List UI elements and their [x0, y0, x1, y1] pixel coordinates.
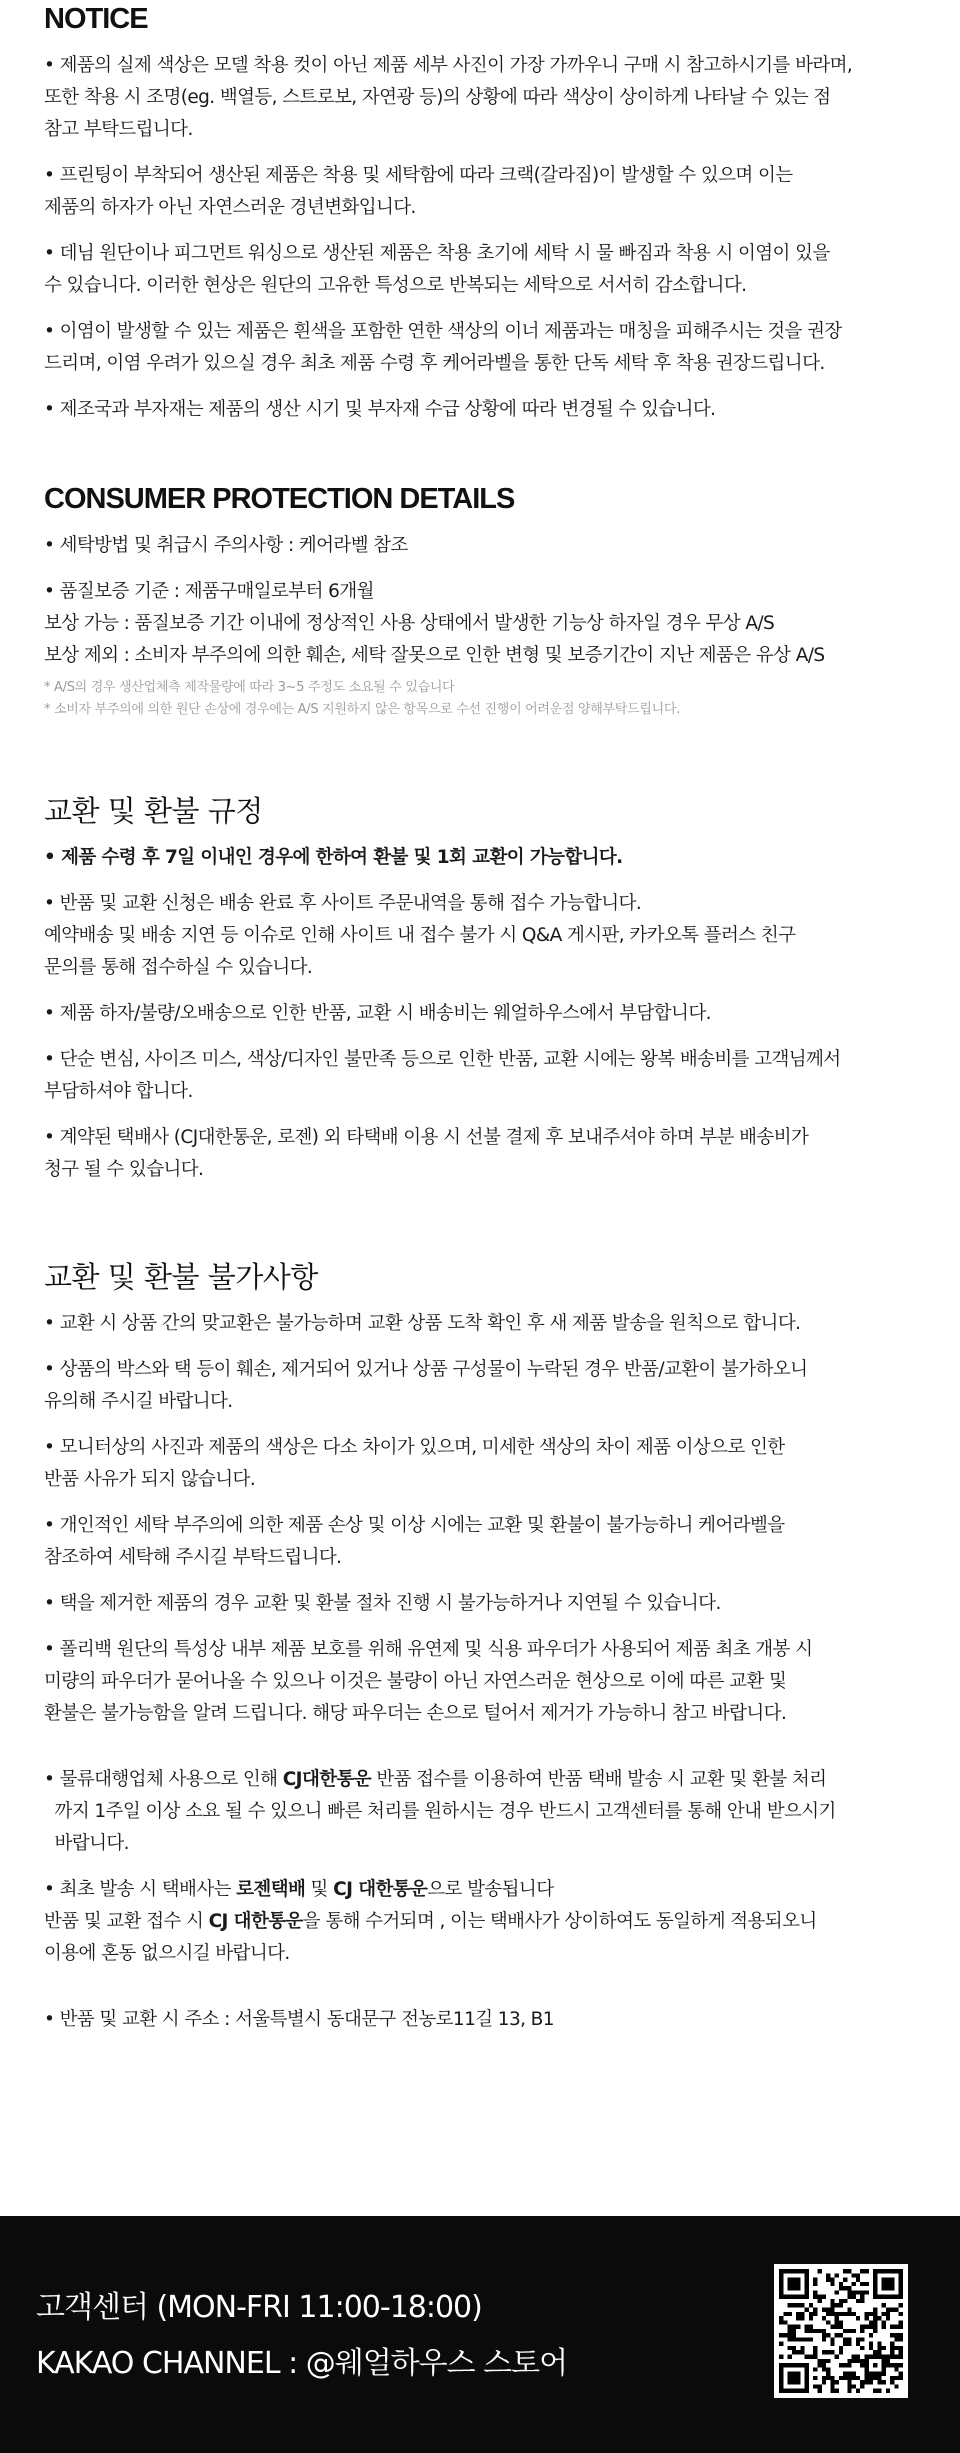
non-refundable-item: [44, 1510, 924, 1574]
qr-code-graphic: [779, 2269, 903, 2393]
non-refundable-list: [44, 1308, 924, 1730]
logistics-line-2: 까지 1주일 이상 소요 될 수 있으니 빠른 처리를 원하시는 경우 반드시 고객센터를 통해 안내 받으시기: [44, 1801, 836, 1822]
return-address-item: [44, 2004, 924, 2036]
non-refundable-item-line: • 교환 시 상품 간의 맞교환은 불가능하며 교환 상품 도착 확인 후 새 제품 발송을 원칙으로 합니다.: [44, 1313, 801, 1334]
non-refundable-item: [44, 1354, 924, 1418]
courier-name-logen: 로젠택배: [236, 1879, 306, 1900]
refund-lead-item: [44, 842, 924, 874]
courier-line2-cj: CJ 대한통운: [208, 1911, 303, 1932]
kakao-channel-link[interactable]: KAKAO CHANNEL : @웨얼하우스 스토어: [36, 2346, 568, 2381]
notice-item-line: • 이염이 발생할 수 있는 제품은 흰색을 포함한 연한 색상의 이너 제품과는 매칭을 피해주시는 것을 권장: [44, 321, 842, 342]
courier-text-post: 으로 발송됩니다: [427, 1879, 554, 1900]
footer: [0, 2216, 960, 2453]
notice-item-line: • 제조국과 부자재는 제품의 생산 시기 및 부자재 수급 상황에 따라 변경될 수 있습니다.: [44, 399, 716, 420]
consumer-protection-item: [44, 576, 924, 672]
consumer-protection-item-line: 보상 가능 : 품질보증 기간 이내에 정상적인 사용 상태에서 발생한 기능상 하자일 경우 무상 A/S: [44, 613, 775, 634]
refund-policy-item-line: 청구 될 수 있습니다.: [44, 1159, 204, 1180]
consumer-protection-heading: CONSUMER PROTECTION DETAILS: [44, 483, 515, 515]
refund-policy-item-line: 문의를 통해 접수하실 수 있습니다.: [44, 957, 313, 978]
notice-item-line: 드리며, 이염 우려가 있으실 경우 최초 제품 수령 후 케어라벨을 통한 단독 세탁 후 착용 권장드립니다.: [44, 353, 825, 374]
courier-line-1: [44, 1874, 924, 1906]
courier-line2-post: 을 통해 수거되며 , 이는 택배사가 상이하여도 동일하게 적용되오니: [302, 1911, 817, 1932]
as-note-2: * 소비자 부주의에 의한 원단 손상에 경우에는 A/S 지원하지 않은 항목으로 수선 진행이 어려운점 양해부탁드립니다.: [44, 702, 680, 717]
logistics-text-pre: • 물류대행업체 사용으로 인해: [44, 1769, 283, 1790]
refund-policy-item: [44, 998, 924, 1030]
courier-line2-pre: 반품 및 교환 접수 시: [44, 1911, 209, 1932]
non-refundable-item: [44, 1634, 924, 1730]
non-refundable-item-line: 반품 사유가 되지 않습니다.: [44, 1469, 256, 1490]
consumer-protection-item-line: 보상 제외 : 소비자 부주의에 의한 훼손, 세탁 잘못으로 인한 변형 및 보증기간이 지난 제품은 유상 A/S: [44, 645, 825, 666]
refund-policy-item-line: 부담하셔야 합니다.: [44, 1081, 193, 1102]
notice-item: [44, 238, 924, 302]
consumer-protection-item: [44, 530, 924, 562]
courier-line-3: 이용에 혼동 없으시길 바랍니다.: [44, 1943, 290, 1964]
non-refundable-item-line: 미량의 파우더가 묻어나올 수 있으나 이것은 불량이 아닌 자연스러운 현상으로 이에 따른 교환 및: [44, 1671, 787, 1692]
notice-item-line: • 프린팅이 부착되어 생산된 제품은 착용 및 세탁함에 따라 크랙(갈라짐)이 발생할 수 있으며 이는: [44, 165, 793, 186]
logistics-line-1: [44, 1764, 924, 1796]
non-refundable-item-line: • 모니터상의 사진과 제품의 색상은 다소 차이가 있으며, 미세한 색상의 차이 제품 이상으로 인한: [44, 1437, 785, 1458]
non-refundable-item-line: 참조하여 세탁해 주시길 부탁드립니다.: [44, 1547, 342, 1568]
consumer-protection-item-line: • 세탁방법 및 취급시 주의사항 : 케어라벨 참조: [44, 535, 408, 556]
logistics-text-post: 반품 접수를 이용하여 반품 택배 발송 시 교환 및 환불 처리: [371, 1769, 827, 1790]
customer-center-hours: 고객센터 (MON-FRI 11:00-18:00): [36, 2290, 482, 2325]
non-refundable-item-line: • 상품의 박스와 택 등이 훼손, 제거되어 있거나 상품 구성물이 누락된 경우 반품/교환이 불가하오니: [44, 1359, 808, 1380]
non-refundable-item-line: 유의해 주시길 바랍니다.: [44, 1391, 233, 1412]
notice-item: [44, 160, 924, 224]
refund-policy-item: [44, 888, 924, 984]
logistics-line-3: 바랍니다.: [44, 1833, 129, 1854]
refund-policy-item-line: • 반품 및 교환 신청은 배송 완료 후 사이트 주문내역을 통해 접수 가능합니다.: [44, 893, 642, 914]
non-refundable-item-line: • 택을 제거한 제품의 경우 교환 및 환불 절차 진행 시 불가능하거나 지연될 수 있습니다.: [44, 1593, 721, 1614]
notice-item-line: 또한 착용 시 조명(eg. 백열등, 스트로보, 자연광 등)의 상황에 따라 색상이 상이하게 나타날 수 있는 점: [44, 87, 831, 108]
refund-policy-item-line: • 계약된 택배사 (CJ대한통운, 로젠) 외 타택배 이용 시 선불 결제 후 보내주셔야 하며 부분 배송비가: [44, 1127, 809, 1148]
courier-text-mid: 및: [305, 1879, 334, 1900]
non-refundable-item: [44, 1308, 924, 1340]
courier-text-pre: • 최초 발송 시 택배사는: [44, 1879, 237, 1900]
as-note-1: * A/S의 경우 생산업체측 제작물량에 따라 3~5 주정도 소요될 수 있습니다: [44, 680, 455, 695]
consumer-protection-section: [44, 480, 924, 719]
logistics-notice-item: [44, 1764, 924, 1860]
courier-notice-item: [44, 1874, 924, 1970]
notice-list: [44, 50, 924, 426]
consumer-protection-item-line: • 품질보증 기준 : 제품구매일로부터 6개월: [44, 581, 374, 602]
notice-item: [44, 394, 924, 426]
notice-item-line: • 제품의 실제 색상은 모델 착용 컷이 아닌 제품 세부 사진이 가장 가까우니 구매 시 참고하시기를 바라며,: [44, 55, 853, 76]
refund-policy-list: [44, 888, 924, 1186]
non-refundable-item: [44, 1588, 924, 1620]
notice-item-line: 제품의 하자가 아닌 자연스러운 경년변화입니다.: [44, 197, 416, 218]
notice-item: [44, 50, 924, 146]
refund-policy-item-line: • 단순 변심, 사이즈 미스, 색상/디자인 불만족 등으로 인한 반품, 교환 시에는 왕복 배송비를 고객님께서: [44, 1049, 841, 1070]
non-refundable-item-line: 환불은 불가능함을 알려 드립니다. 해당 파우더는 손으로 털어서 제거가 가능하니 참고 바랍니다.: [44, 1703, 787, 1724]
non-refundable-section: [44, 1258, 924, 2050]
non-refundable-item: [44, 1432, 924, 1496]
non-refundable-item-line: • 개인적인 세탁 부주의에 의한 제품 손상 및 이상 시에는 교환 및 환불이 불가능하니 케어라벨을: [44, 1515, 785, 1536]
logistics-courier-name: CJ대한통운: [282, 1769, 372, 1790]
notice-item-line: • 데님 원단이나 피그먼트 워싱으로 생산된 제품은 착용 초기에 세탁 시 물 빠짐과 착용 시 이염이 있을: [44, 243, 830, 264]
return-address-text: • 반품 및 교환 시 주소 : 서울특별시 동대문구 전농로11길 13, B1: [44, 2009, 554, 2030]
notice-item: [44, 316, 924, 380]
refund-policy-heading: 교환 및 환불 규정: [44, 794, 263, 828]
refund-policy-section: [44, 792, 924, 1200]
refund-policy-item-line: • 제품 하자/불량/오배송으로 인한 반품, 교환 시 배송비는 웨얼하우스에서 부담합니다.: [44, 1003, 711, 1024]
notice-item-line: 참고 부탁드립니다.: [44, 119, 193, 140]
courier-name-cj: CJ 대한통운: [333, 1879, 428, 1900]
non-refundable-item-line: • 폴리백 원단의 특성상 내부 제품 보호를 위해 유연제 및 식용 파우더가 사용되어 제품 최초 개봉 시: [44, 1639, 813, 1660]
refund-policy-item: [44, 1122, 924, 1186]
refund-lead-text: • 제품 수령 후 7일 이내인 경우에 한하여 환불 및 1회 교환이 가능합니다.: [44, 847, 623, 868]
non-refundable-heading: 교환 및 환불 불가사항: [44, 1260, 318, 1294]
refund-policy-item: [44, 1044, 924, 1108]
consumer-protection-list: [44, 530, 924, 672]
refund-policy-item-line: 예약배송 및 배송 지연 등 이슈로 인해 사이트 내 접수 불가 시 Q&A 게시판, 카카오톡 플러스 친구: [44, 925, 796, 946]
courier-line-2: [44, 1906, 924, 1938]
notice-heading: NOTICE: [44, 3, 148, 35]
qr-code-icon[interactable]: [774, 2264, 908, 2398]
notice-section: [44, 0, 924, 440]
notice-item-line: 수 있습니다. 이러한 현상은 원단의 고유한 특성으로 반복되는 세탁으로 서서히 감소합니다.: [44, 275, 747, 296]
